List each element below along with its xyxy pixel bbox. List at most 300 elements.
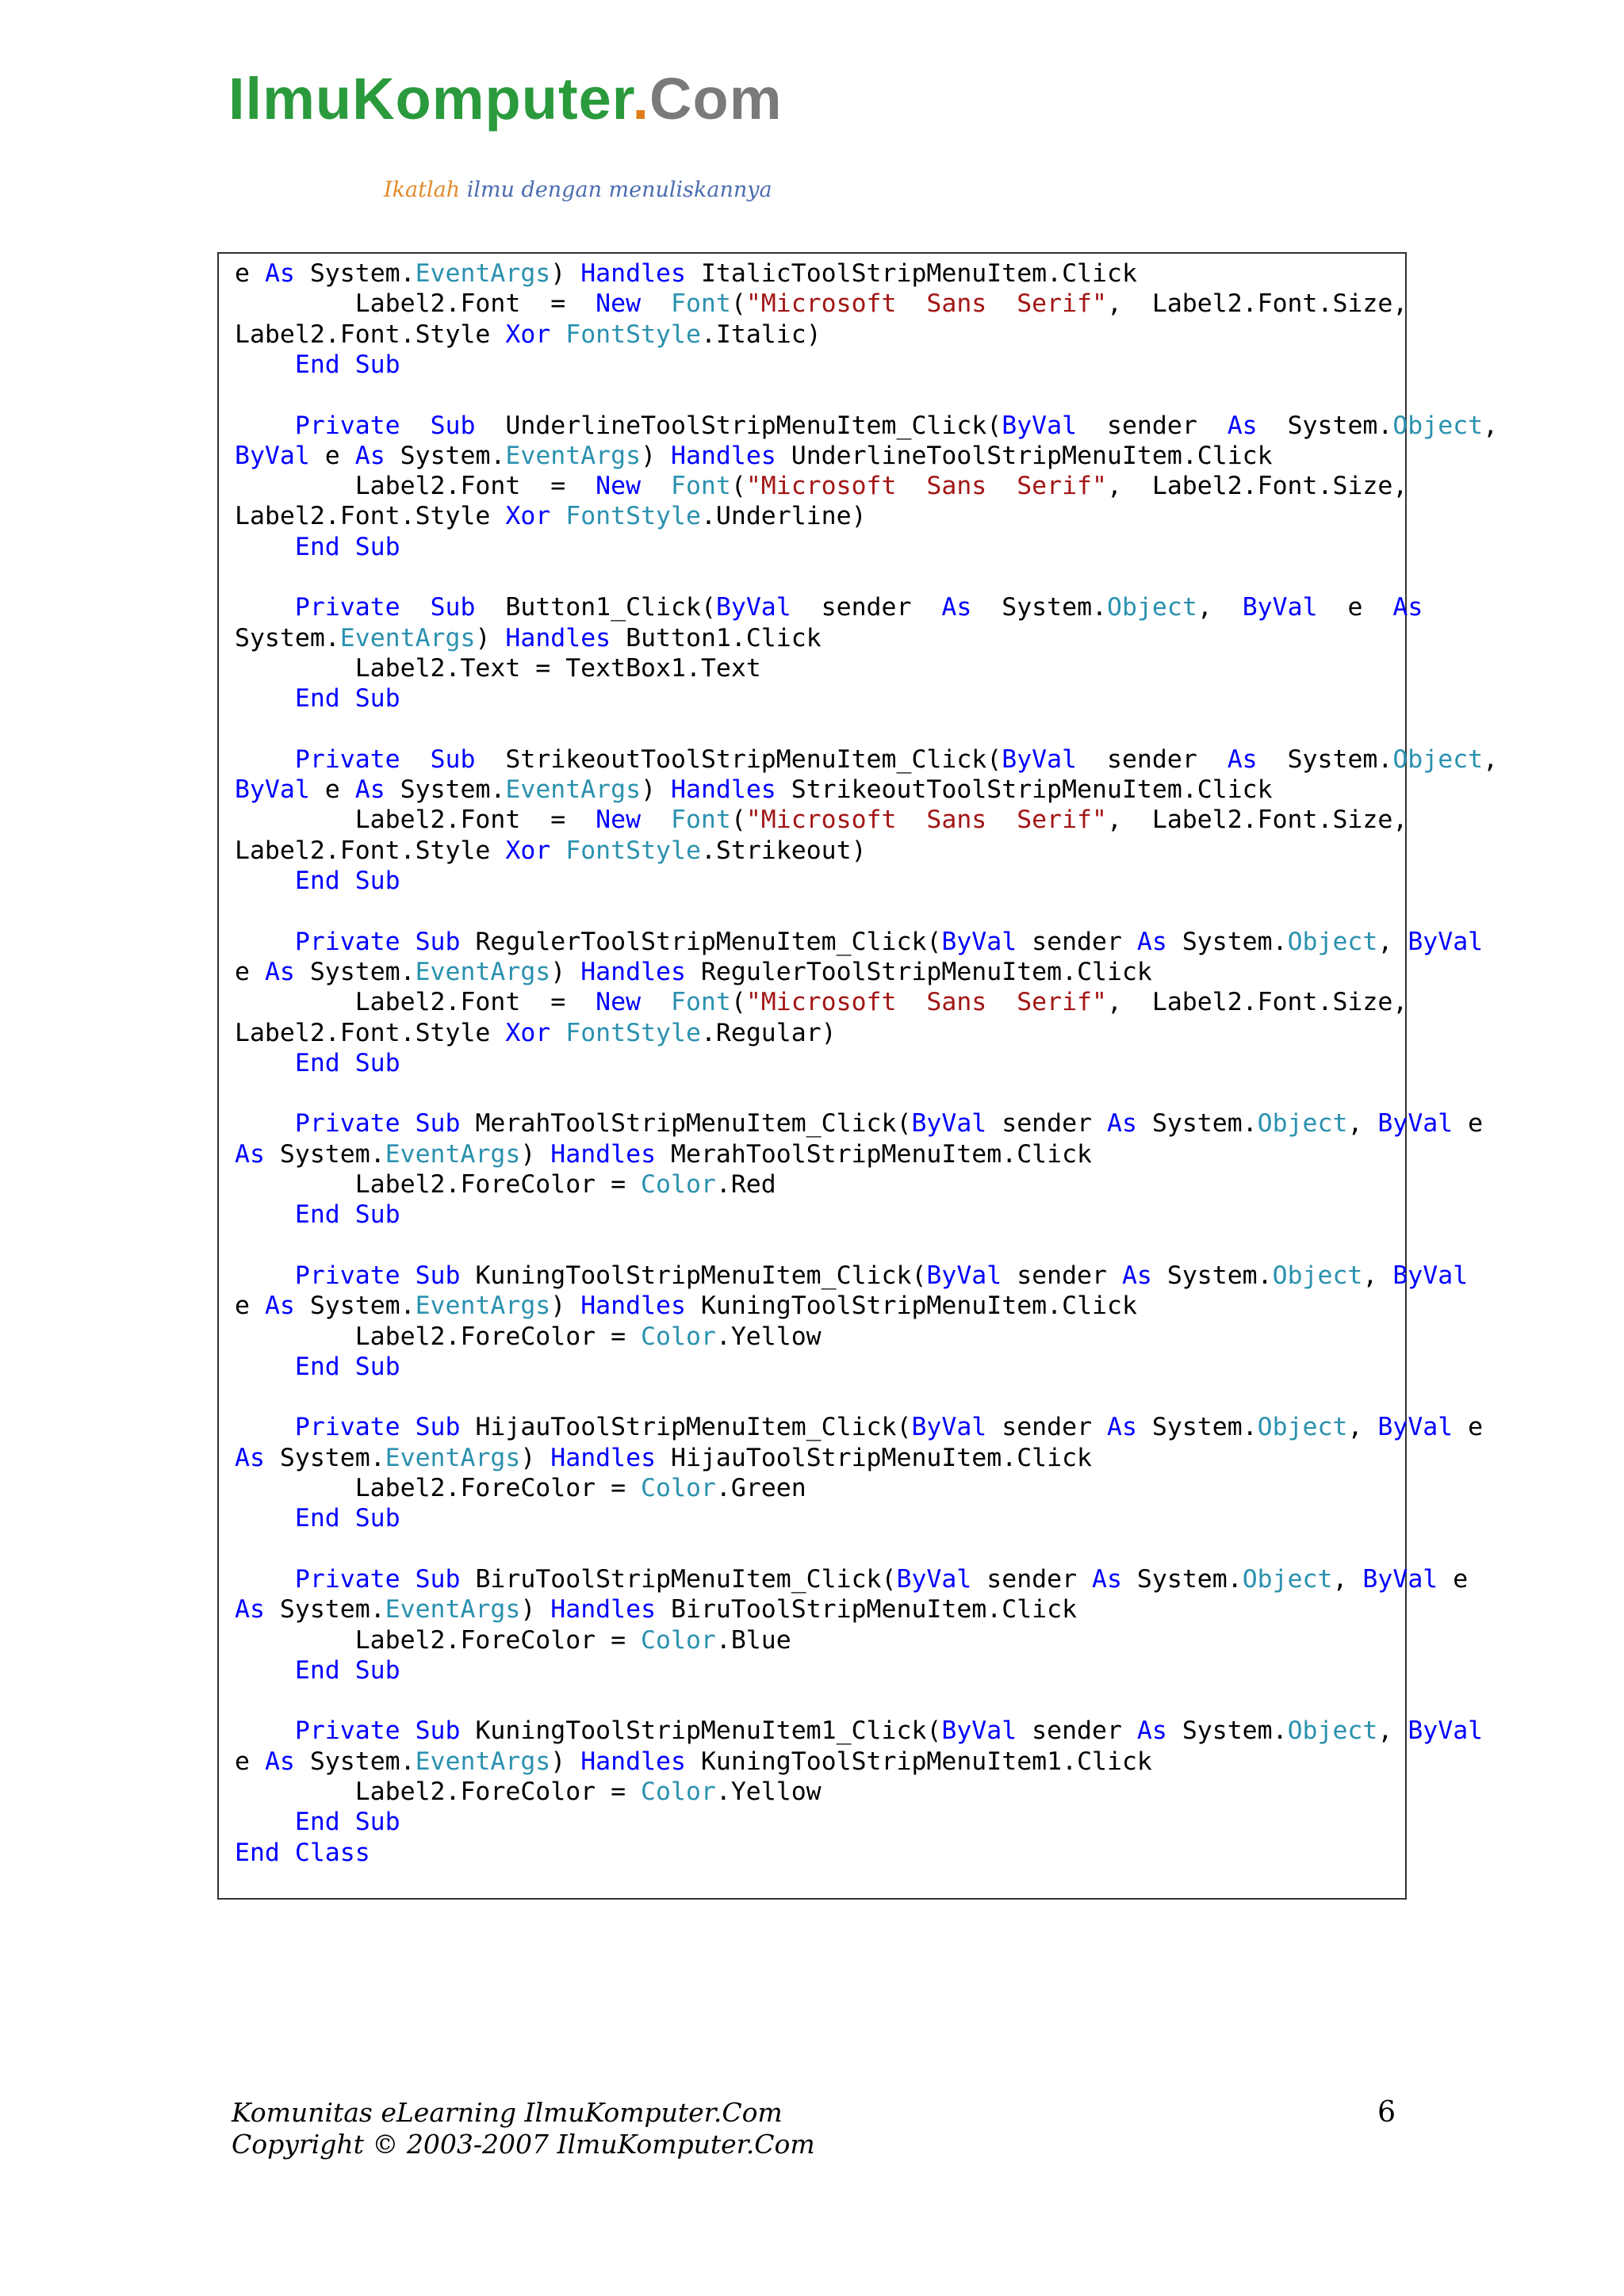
code-token: End Sub xyxy=(294,1200,400,1230)
code-token: e xyxy=(235,259,265,288)
code-token: ByVal xyxy=(715,593,791,622)
code-token: New xyxy=(596,289,642,319)
code-token: ByVal xyxy=(941,927,1017,956)
code-token: End Sub xyxy=(294,867,400,895)
code-line xyxy=(235,289,1408,319)
code-token: New xyxy=(596,988,642,1017)
code-token: e xyxy=(309,775,355,805)
code-token: Color xyxy=(641,1625,716,1655)
code-line xyxy=(235,714,1392,744)
code-token xyxy=(641,472,671,500)
code-token: End Sub xyxy=(294,684,400,714)
code-token: Private xyxy=(294,1261,400,1290)
code-token: ( xyxy=(730,806,746,835)
code-token: Handles xyxy=(671,775,776,805)
code-token: As xyxy=(354,441,385,470)
logo-main-text: IlmuKomputer xyxy=(228,66,633,132)
page-number: 6 xyxy=(1377,2096,1396,2129)
code-token: ByVal xyxy=(1392,1261,1469,1290)
code-token: ByVal xyxy=(926,1261,1002,1290)
code-token: HijauToolStripMenuItem.Click xyxy=(656,1443,1093,1472)
code-token xyxy=(400,928,416,956)
code-token: Xor xyxy=(505,836,551,865)
code-line xyxy=(235,957,1392,987)
code-token: As xyxy=(1227,744,1258,774)
code-token: Private xyxy=(294,927,400,956)
code-token: , Label2.Font.Size, xyxy=(1106,806,1408,835)
code-token: ByVal xyxy=(941,1716,1017,1746)
code-token: FontStyle xyxy=(565,836,701,865)
code-token: StrikeoutToolStripMenuItem.Click xyxy=(776,775,1273,805)
code-token: ByVal xyxy=(896,1564,972,1594)
code-token: sender xyxy=(986,1109,1107,1138)
code-token: .Red xyxy=(715,1170,776,1199)
code-token xyxy=(235,867,295,895)
code-token: Private xyxy=(294,1564,400,1594)
code-token: End Sub xyxy=(294,350,400,379)
code-line xyxy=(235,1200,1392,1230)
code-token: Handles xyxy=(505,623,611,652)
code-line xyxy=(235,623,1392,653)
code-token: , xyxy=(1347,1109,1378,1138)
code-token: Sub xyxy=(430,593,476,622)
code-token: Sub xyxy=(415,1716,461,1746)
code-token xyxy=(235,1413,295,1441)
code-token: ) xyxy=(520,1443,551,1472)
code-line xyxy=(235,532,1392,562)
code-token: KuningToolStripMenuItem1.Click xyxy=(685,1747,1152,1776)
code-token: ByVal xyxy=(1002,744,1078,774)
code-token: End Sub xyxy=(294,1352,400,1381)
code-token xyxy=(235,1808,295,1836)
code-token: Private xyxy=(294,411,400,440)
code-token xyxy=(235,593,295,622)
code-token: BiruToolStripMenuItem_Click( xyxy=(460,1564,897,1594)
code-token: ) xyxy=(550,957,581,986)
code-token: Font xyxy=(671,806,731,835)
code-token xyxy=(400,411,431,440)
code-token: ) xyxy=(550,1292,581,1321)
code-token: EventArgs xyxy=(415,957,551,986)
code-line xyxy=(235,1807,1392,1837)
code-token: , xyxy=(1377,927,1408,956)
code-token: , xyxy=(1197,593,1243,622)
code-token: Color xyxy=(641,1170,716,1199)
code-token: System. xyxy=(264,1595,385,1624)
code-listing-box xyxy=(217,252,1499,1900)
code-token: System. xyxy=(235,623,340,652)
code-token: As xyxy=(1107,1413,1137,1442)
code-line xyxy=(235,1777,1392,1807)
code-token: EventArgs xyxy=(385,1595,521,1624)
code-token: Object xyxy=(1257,1413,1348,1442)
code-token: System. xyxy=(1257,411,1393,440)
code-token: MerahToolStripMenuItem_Click( xyxy=(460,1109,912,1138)
code-token: Private xyxy=(294,1716,400,1746)
code-token: System. xyxy=(1151,1261,1273,1290)
code-token: RegulerToolStripMenuItem_Click( xyxy=(460,927,942,956)
code-token: ) xyxy=(641,775,672,805)
code-token: Object xyxy=(1392,744,1484,774)
code-token: FontStyle xyxy=(565,502,701,531)
code-token: EventArgs xyxy=(415,1292,551,1321)
code-token: As xyxy=(235,1443,265,1472)
code-token: End Sub xyxy=(294,1655,400,1685)
code-token: EventArgs xyxy=(505,441,642,470)
code-token: Object xyxy=(1392,411,1484,440)
code-token xyxy=(400,593,431,622)
code-token xyxy=(235,411,295,440)
code-token: "Microsoft Sans Serif" xyxy=(745,472,1107,501)
code-token: End Sub xyxy=(294,1808,400,1837)
code-line xyxy=(235,744,1499,775)
code-token: Label2.Font.Style xyxy=(235,836,506,865)
footer-credits xyxy=(232,2097,815,2160)
code-token: New xyxy=(596,472,642,501)
code-token: Label2.Font = xyxy=(235,472,596,501)
code-line xyxy=(235,592,1423,622)
logo-com-text: Com xyxy=(649,66,783,132)
code-token: As xyxy=(264,1292,295,1321)
code-line xyxy=(235,1625,1392,1655)
site-logo xyxy=(228,63,783,202)
code-token: As xyxy=(1107,1109,1137,1138)
code-token: As xyxy=(1136,927,1167,956)
code-line xyxy=(235,805,1408,835)
code-token: As xyxy=(1392,593,1423,622)
code-token: Label2.ForeColor = xyxy=(235,1474,642,1502)
code-line xyxy=(235,258,1392,289)
code-token: Handles xyxy=(580,957,686,986)
code-token: ByVal xyxy=(1002,411,1078,440)
code-token: Label2.Font = xyxy=(235,289,596,319)
code-token: Label2.Font.Style xyxy=(235,320,506,349)
logo-wordmark xyxy=(228,63,783,135)
code-token xyxy=(235,928,295,956)
code-token xyxy=(641,806,671,834)
code-token: Sub xyxy=(415,1109,461,1138)
code-token: End Sub xyxy=(294,532,400,561)
code-token: Label2.Font = xyxy=(235,988,596,1017)
code-token: System. xyxy=(294,1292,416,1321)
code-token: As xyxy=(1227,411,1258,440)
code-token xyxy=(400,1565,416,1594)
code-token: Handles xyxy=(580,259,686,288)
code-token xyxy=(400,1109,416,1138)
code-token: "Microsoft Sans Serif" xyxy=(745,289,1107,319)
code-token: sender xyxy=(1077,411,1228,440)
code-token: As xyxy=(264,1747,295,1776)
code-token: As xyxy=(235,1139,265,1169)
code-token: Xor xyxy=(505,502,551,531)
code-token: , Label2.Font.Size, xyxy=(1106,988,1408,1017)
code-token: Handles xyxy=(550,1139,657,1169)
code-token: BiruToolStripMenuItem.Click xyxy=(656,1595,1078,1624)
code-token: RegulerToolStripMenuItem.Click xyxy=(685,957,1152,986)
code-token: Sub xyxy=(430,411,476,440)
code-line xyxy=(235,1655,1392,1686)
code-token: sender xyxy=(1017,1716,1137,1746)
code-line xyxy=(235,1747,1392,1777)
code-token: Sub xyxy=(430,744,476,774)
code-token xyxy=(550,320,565,349)
code-token: Sub xyxy=(415,1564,461,1594)
code-token xyxy=(550,1019,565,1047)
code-token xyxy=(235,745,295,774)
code-token: Object xyxy=(1242,1564,1333,1594)
code-line xyxy=(235,683,1392,714)
code-line xyxy=(235,350,1392,380)
code-token: Label2.ForeColor = xyxy=(235,1625,642,1655)
code-token: Label2.Font = xyxy=(235,806,596,835)
code-token: ByVal xyxy=(235,441,310,470)
code-token: Font xyxy=(671,289,731,319)
code-token: .Green xyxy=(715,1474,806,1502)
code-token: EventArgs xyxy=(385,1443,521,1472)
code-token: System. xyxy=(385,441,506,470)
code-token: MerahToolStripMenuItem.Click xyxy=(656,1139,1093,1169)
code-token: ) xyxy=(641,441,672,470)
code-token: Sub xyxy=(415,927,461,956)
code-token: Handles xyxy=(580,1292,686,1321)
code-token: EventArgs xyxy=(415,259,551,288)
code-line xyxy=(235,1169,1392,1200)
code-token: As xyxy=(941,593,972,622)
code-line xyxy=(235,1291,1392,1321)
code-token: "Microsoft Sans Serif" xyxy=(745,988,1107,1017)
code-token: ByVal xyxy=(1377,1413,1454,1442)
code-token xyxy=(400,1261,416,1290)
code-token: As xyxy=(1121,1261,1152,1290)
code-token: e xyxy=(1453,1413,1484,1442)
code-token: .Blue xyxy=(715,1625,791,1655)
code-token: Object xyxy=(1287,1716,1378,1746)
code-token: .Yellow xyxy=(715,1322,822,1351)
code-token: Font xyxy=(671,988,731,1017)
code-token: Private xyxy=(294,593,400,622)
footer-community-line: Komunitas eLearning IlmuKomputer.Com xyxy=(232,2097,783,2128)
code-token: Color xyxy=(641,1322,716,1351)
code-line xyxy=(235,441,1392,471)
code-token xyxy=(235,350,295,379)
code-token: , xyxy=(1362,1261,1393,1290)
code-line xyxy=(235,1230,1392,1261)
code-token: Object xyxy=(1257,1109,1348,1138)
code-token: EventArgs xyxy=(505,775,642,805)
code-token: e xyxy=(309,441,355,470)
code-token: As xyxy=(1136,1716,1167,1746)
code-token xyxy=(235,1109,295,1138)
code-token: Sub xyxy=(415,1413,461,1442)
code-token: System. xyxy=(1257,744,1393,774)
code-line xyxy=(235,1686,1392,1716)
code-line xyxy=(235,562,1392,592)
code-token: ) xyxy=(520,1139,551,1169)
code-token xyxy=(550,836,565,865)
code-token: .Underline) xyxy=(700,502,867,531)
code-token: ByVal xyxy=(1377,1109,1454,1138)
code-token xyxy=(400,745,431,774)
code-token: System. xyxy=(294,957,416,986)
code-token: New xyxy=(596,806,642,835)
code-token: ( xyxy=(730,472,746,501)
code-token xyxy=(235,684,295,713)
code-token xyxy=(400,1716,416,1745)
code-line xyxy=(235,1838,1392,1868)
code-token: As xyxy=(264,259,295,288)
code-line xyxy=(235,987,1408,1017)
code-line xyxy=(235,1048,1392,1078)
code-token: sender xyxy=(1077,744,1228,774)
code-token: UnderlineToolStripMenuItem.Click xyxy=(776,441,1273,470)
code-token: System. xyxy=(1166,927,1288,956)
code-token: Color xyxy=(641,1777,716,1806)
code-token: System. xyxy=(264,1139,385,1169)
code-token: e xyxy=(235,1292,265,1321)
code-token: e xyxy=(1438,1564,1469,1594)
code-line xyxy=(235,1534,1392,1564)
code-line xyxy=(235,1322,1392,1352)
code-token: Label2.ForeColor = xyxy=(235,1322,642,1351)
code-line xyxy=(235,775,1392,805)
code-token xyxy=(235,1656,295,1685)
code-line xyxy=(235,1382,1392,1412)
code-token: ByVal xyxy=(1408,1716,1484,1746)
code-token: e xyxy=(1453,1109,1484,1138)
code-token: StrikeoutToolStripMenuItem_Click( xyxy=(475,744,1002,774)
code-line xyxy=(235,411,1499,441)
code-line xyxy=(235,1108,1484,1138)
code-token: "Microsoft Sans Serif" xyxy=(745,806,1107,835)
code-line xyxy=(235,1139,1392,1169)
logo-dot: . xyxy=(632,66,650,132)
code-token: System. xyxy=(1121,1564,1243,1594)
code-token: sender xyxy=(986,1413,1107,1442)
code-token: ( xyxy=(730,289,746,319)
code-token: Object xyxy=(1287,927,1378,956)
code-token xyxy=(235,1353,295,1381)
code-token: System. xyxy=(1166,1716,1288,1746)
code-token: Label2.ForeColor = xyxy=(235,1170,642,1199)
code-token xyxy=(235,1716,295,1745)
code-token xyxy=(235,1200,295,1229)
code-line xyxy=(235,1594,1392,1624)
code-token xyxy=(400,1413,416,1441)
code-token: Button1.Click xyxy=(611,623,822,652)
code-token: KuningToolStripMenuItem_Click( xyxy=(460,1261,927,1290)
code-line xyxy=(235,1352,1392,1382)
code-token: .Strikeout) xyxy=(700,836,867,865)
code-token: UnderlineToolStripMenuItem_Click( xyxy=(475,411,1002,440)
code-token: sender xyxy=(791,593,942,622)
code-token: EventArgs xyxy=(415,1747,551,1776)
code-token: .Yellow xyxy=(715,1777,822,1806)
code-token: , Label2.Font.Size, xyxy=(1106,289,1408,319)
code-token: ) xyxy=(520,1595,551,1624)
footer-copyright-line: Copyright © 2003-2007 IlmuKomputer.Com xyxy=(232,2129,815,2160)
code-line xyxy=(235,866,1392,896)
code-token: ByVal xyxy=(1362,1564,1438,1594)
code-line xyxy=(235,836,1392,866)
code-line xyxy=(235,501,1392,531)
code-token: EventArgs xyxy=(385,1139,521,1169)
code-token: .Italic) xyxy=(700,320,822,349)
code-token: Handles xyxy=(671,441,776,470)
code-token xyxy=(235,1261,295,1290)
code-token: Xor xyxy=(505,1018,551,1047)
code-token: ByVal xyxy=(911,1109,987,1138)
code-token: Label2.ForeColor = xyxy=(235,1777,642,1806)
code-token: System. xyxy=(1136,1413,1258,1442)
code-token: , xyxy=(1483,411,1499,440)
code-token: KuningToolStripMenuItem1_Click( xyxy=(460,1716,942,1746)
code-token: sender xyxy=(1017,927,1137,956)
code-token: System. xyxy=(971,593,1108,622)
tagline-part-2: ilmu dengan menuliskannya xyxy=(466,178,772,202)
code-token: Private xyxy=(294,1413,400,1442)
code-line xyxy=(235,1473,1392,1503)
code-line xyxy=(235,1412,1484,1442)
code-token: sender xyxy=(1002,1261,1122,1290)
code-token: Button1_Click( xyxy=(475,593,716,622)
code-line xyxy=(235,320,1392,350)
code-token xyxy=(641,289,671,318)
code-token: Label2.Font.Style xyxy=(235,1018,506,1047)
code-token: EventArgs xyxy=(339,623,476,652)
code-token: Label2.Text = TextBox1.Text xyxy=(235,653,761,683)
code-token: e xyxy=(235,957,265,986)
code-token: As xyxy=(354,775,385,805)
code-token: sender xyxy=(971,1564,1093,1594)
code-token: ByVal xyxy=(235,775,310,805)
code-token: Handles xyxy=(580,1747,686,1776)
code-token xyxy=(550,502,565,530)
code-token: .Regular) xyxy=(700,1018,837,1047)
code-token: System. xyxy=(294,1747,416,1776)
code-token: ) xyxy=(475,623,506,652)
code-token: Private xyxy=(294,744,400,774)
code-token: Object xyxy=(1272,1261,1363,1290)
code-line xyxy=(235,1503,1392,1533)
code-token: , xyxy=(1347,1413,1378,1442)
code-line xyxy=(235,380,1392,410)
code-line xyxy=(235,1564,1469,1594)
code-token: End Class xyxy=(235,1838,370,1867)
code-token: , Label2.Font.Size, xyxy=(1106,472,1408,501)
code-token: e xyxy=(235,1747,265,1776)
code-token: ItalicToolStripMenuItem.Click xyxy=(685,259,1137,288)
code-token: , xyxy=(1377,1716,1408,1746)
code-token: FontStyle xyxy=(565,320,701,349)
code-token: Sub xyxy=(415,1261,461,1290)
code-line xyxy=(235,1078,1392,1108)
code-token: ByVal xyxy=(1242,593,1318,622)
code-token: HijauToolStripMenuItem_Click( xyxy=(460,1413,912,1442)
code-token: Handles xyxy=(550,1595,657,1624)
code-line xyxy=(235,653,1392,683)
code-token: , xyxy=(1483,744,1499,774)
code-token: End Sub xyxy=(294,1048,400,1077)
code-token: Color xyxy=(641,1474,716,1502)
code-token: FontStyle xyxy=(565,1018,701,1047)
code-token: ByVal xyxy=(1408,927,1484,956)
code-line xyxy=(235,471,1408,501)
code-token xyxy=(235,533,295,561)
code-line xyxy=(235,927,1484,957)
code-token xyxy=(235,1565,295,1594)
code-token: ) xyxy=(550,259,581,288)
logo-tagline xyxy=(384,178,772,202)
